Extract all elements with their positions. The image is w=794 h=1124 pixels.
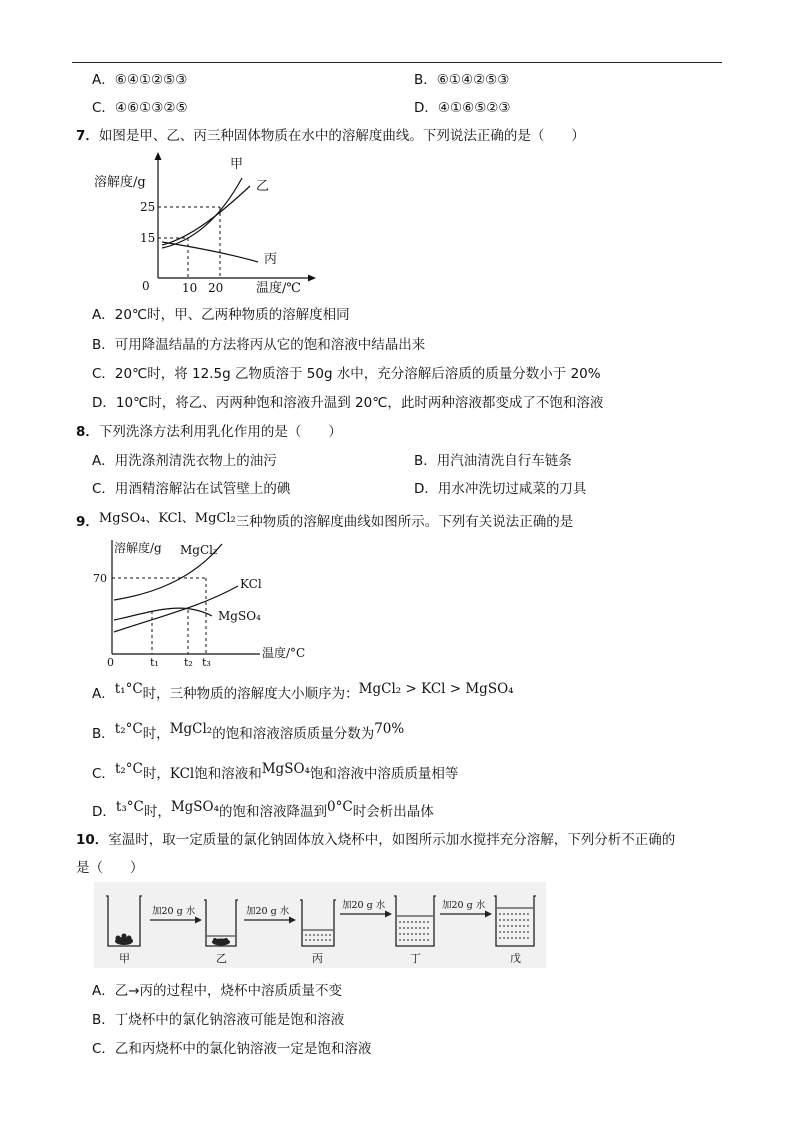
q9-a-order: MgCl₂ > KCl > MgSO₄ [358, 681, 514, 697]
q7-option-c: C．20℃时，将 12.5g 乙物质溶于 50g 水中，充分溶解后溶质的质量分数小于 20% [92, 366, 601, 382]
q9-option-d [92, 800, 434, 820]
q7-option-a: A．20℃时，甲、乙两种物质的溶解度相同 [92, 307, 350, 323]
q9-c-formula-mgso4: MgSO₄ [261, 761, 310, 777]
q8-stem-text: 下列洗涤方法利用乳化作用的是（ ） [98, 424, 342, 440]
q9-origin-label: 0 [107, 656, 114, 669]
q9-x-label: 温度/°C [262, 646, 306, 660]
beaker-ding-label: 丁 [410, 952, 421, 965]
q7-label-bing: 丙 [264, 252, 278, 267]
header-rule [72, 62, 722, 63]
beaker-yi-label: 乙 [216, 952, 227, 965]
q7-number: 7． [76, 128, 99, 144]
q9-d-prefix: D． [92, 804, 116, 820]
q7-y-arrow [155, 152, 162, 160]
q7-x-label: 温度/℃ [256, 281, 301, 296]
q8-option-a: A．用洗涤剂清洗衣物上的油污 [92, 453, 277, 469]
q9-xtick-t1: t₁ [150, 656, 159, 669]
q9-number: 9． [76, 514, 99, 530]
q9-d-formula: MgSO₄ [170, 799, 220, 815]
q9-d-temp: t₃°C [115, 799, 144, 815]
q9-curve-mgso4 [114, 608, 212, 620]
q9-y-label: 溶解度/g [114, 541, 162, 555]
q7-xtick-10: 10 [182, 281, 198, 295]
q9-b-prefix: B． [92, 726, 115, 742]
q9-option-a [92, 682, 514, 702]
q9-b-text: 时， [142, 726, 170, 742]
q9-c-text3: 饱和溶液中溶质质量相等 [309, 766, 459, 782]
q8-number: 8． [76, 424, 99, 440]
arrow-3-label: 加20 g 水 [342, 900, 386, 911]
q9-stem [76, 510, 573, 530]
q8-stem [76, 420, 342, 440]
q9-option-c [92, 762, 458, 782]
q7-curve-bing [162, 242, 258, 262]
arrow-2-label: 加20 g 水 [246, 906, 290, 917]
q7-xtick-20: 20 [208, 281, 224, 295]
q9-c-temp: t₂°C [114, 761, 143, 777]
q9-ytick-70: 70 [93, 572, 107, 585]
q9-b-text2: 的饱和溶液溶质质量分数为 [212, 726, 375, 742]
q9-label-mgso4: MgSO₄ [218, 609, 261, 623]
q7-origin-label: 0 [142, 279, 150, 293]
q10-beaker-figure [94, 882, 546, 968]
q9-b-percent: 70% [374, 721, 405, 737]
q10-stem-line2: 是（ ） [76, 860, 144, 876]
q7-option-d: D．10℃时，将乙、丙两种饱和溶液升温到 20℃，此时两种溶液都变成了不饱和溶液 [92, 395, 604, 411]
q10-option-a: A．乙→丙的过程中，烧杯中溶质质量不变 [92, 983, 343, 999]
q9-c-formula-kcl: KCl [169, 766, 195, 782]
q9-a-text: 时，三种物质的溶解度大小顺序为： [142, 686, 359, 702]
q6-option-d: D．④①⑥⑤②③ [414, 100, 511, 116]
q7-curve-jia [162, 178, 242, 248]
q9-stem-text: 三种物质的溶解度曲线如图所示。下列有关说法正确的是 [235, 514, 574, 530]
q9-c-text: 时， [142, 766, 170, 782]
q7-x-arrow [308, 275, 316, 282]
q9-b-formula: MgCl₂ [169, 721, 213, 737]
q7-option-b: B．可用降温结晶的方法将丙从它的饱和溶液中结晶出来 [92, 337, 426, 353]
q7-y-label: 溶解度/g [94, 175, 146, 190]
q9-c-prefix: C． [92, 766, 115, 782]
q9-c-text2: 饱和溶液和 [194, 766, 262, 782]
q9-xtick-t3: t₃ [202, 656, 211, 669]
q6-option-a: A．⑥④①②⑤③ [92, 72, 188, 88]
q9-option-b [92, 722, 404, 742]
q10-stem-text: 室温时，取一定质量的氯化钠固体放入烧杯中，如图所示加水搅拌充分溶解，下列分析不正确的 [108, 832, 676, 848]
q8-option-c: C．用酒精溶解沾在试管壁上的碘 [92, 481, 291, 497]
q6-option-b: B．⑥①④②⑤③ [414, 72, 510, 88]
q7-solubility-chart [90, 150, 330, 298]
q9-xtick-t2: t₂ [184, 656, 193, 669]
q9-a-prefix: A． [92, 686, 115, 702]
q7-ytick-15: 15 [140, 231, 156, 245]
q9-solubility-chart [92, 536, 328, 670]
q9-d-text: 时， [143, 804, 171, 820]
q9-d-text3: 时会析出晶体 [352, 804, 434, 820]
q10-option-c: C．乙和丙烧杯中的氯化钠溶液一定是饱和溶液 [92, 1041, 372, 1057]
beaker-wu-label: 戊 [510, 952, 521, 965]
q10-number: 10． [76, 832, 109, 848]
q7-label-yi: 乙 [256, 179, 270, 194]
q7-curve-yi [162, 186, 250, 245]
beaker-bing-label: 丙 [312, 952, 323, 965]
q9-d-text2: 的饱和溶液降温到 [219, 804, 328, 820]
q6-option-c: C．④⑥①③②⑤ [92, 100, 188, 116]
beaker-jia-label: 甲 [119, 952, 130, 965]
q9-label-mgcl2: MgCl₂ [180, 543, 218, 557]
q10-option-b: B．丁烧杯中的氯化钠溶液可能是饱和溶液 [92, 1012, 345, 1028]
q9-label-kcl: KCl [240, 577, 262, 591]
arrow-4-label: 加20 g 水 [442, 900, 486, 911]
q8-option-d: D．用水冲洗切过咸菜的刀具 [414, 481, 587, 497]
q9-a-temp: t₁°C [114, 681, 143, 697]
arrow-1-label: 加20 g 水 [152, 906, 196, 917]
q9-b-temp: t₂°C [114, 721, 143, 737]
q7-label-jia: 甲 [230, 157, 244, 172]
q7-stem [76, 124, 585, 144]
q7-ytick-25: 25 [140, 200, 156, 214]
q9-d-temp2: 0°C [327, 799, 353, 815]
q7-stem-text: 如图是甲、乙、丙三种固体物质在水中的溶解度曲线。下列说法正确的是（ ） [98, 128, 585, 144]
q10-stem-line1 [76, 828, 675, 848]
q9-formula: MgSO₄、KCl、MgCl₂ [98, 511, 236, 526]
q8-option-b: B．用汽油清洗自行车链条 [414, 453, 572, 469]
